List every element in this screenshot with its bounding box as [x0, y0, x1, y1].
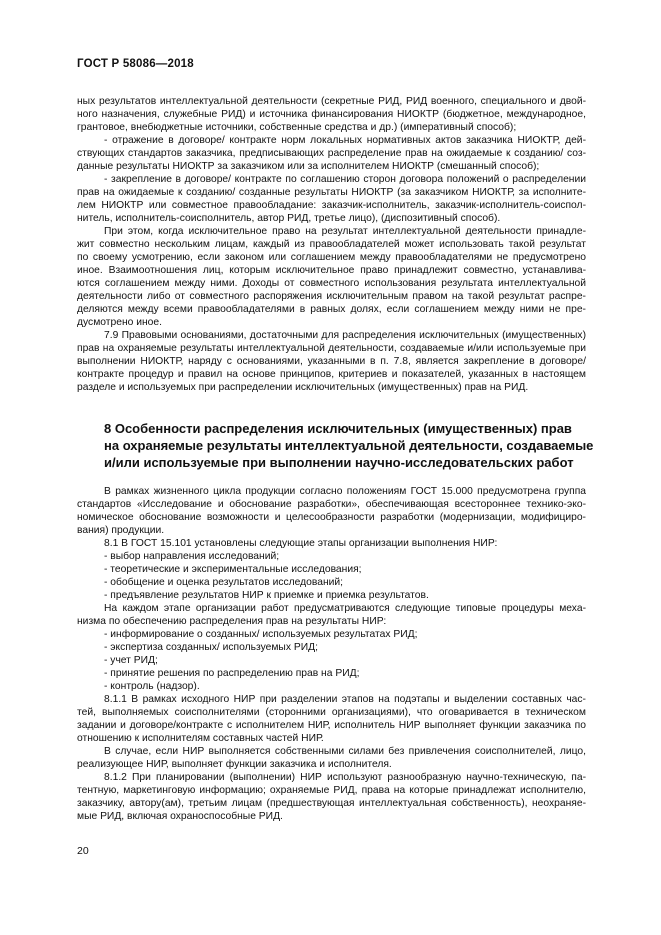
- list-item: - выбор направления исследований;: [104, 551, 280, 562]
- text-line: контракте процедур и правил на основе принципов, критериев и показателей, указанных в настоящем: [77, 369, 586, 380]
- text-line: ются соглашением между ними. Доходы от совместного использования результата интеллектуальной: [77, 278, 586, 289]
- list-item: - информирование о созданных/ используемых результатах РИД;: [104, 629, 418, 640]
- text-line: деляются между всеми правообладателями в равных долях, если соглашением между ними не пре-: [77, 304, 586, 315]
- text-line: ного назначения, служебные РИД) и источника финансирования НИОКТР (бюджетное, международное,: [77, 109, 586, 120]
- text-line: В рамках жизненного цикла продукции согласно положениям ГОСТ 15.000 предусмотрена группа: [104, 486, 586, 497]
- text-line: реализующее НИР, выполняет функции заказчика и исполнителя.: [77, 759, 392, 770]
- text-line: жит совместно нескольким лицам, каждый из правообладателей может использовать такой результат: [77, 239, 586, 250]
- list-item: - предъявление результатов НИР к приемке и приемка результатов.: [104, 590, 429, 601]
- text-line: мые РИД, включая охраноспособные РИД.: [77, 811, 283, 822]
- text-line: иное. Взаимоотношения лиц, которым исключительное право принадлежит совместно, устанавлива-: [77, 265, 586, 276]
- text-line: лем НИОКТР или совместное правообладание: заказчик-исполнитель, заказчик-исполнитель-соиспол-: [77, 200, 586, 211]
- document-code: ГОСТ Р 58086—2018: [77, 58, 194, 70]
- list-item: - учет РИД;: [104, 655, 158, 666]
- text-line: прав на охраняемые результаты интеллектуальной деятельности, создаваемые и/или используемые при: [77, 343, 586, 354]
- text-line: разделе и используемых при распределении исключительных (имущественных) прав на РИД.: [77, 382, 529, 393]
- list-item: - принятие решения по распределению прав на РИД;: [104, 668, 360, 679]
- text-line: - закрепление в договоре/ контракте по соглашению сторон договора положений о распределении: [104, 174, 586, 185]
- text-line: стандартов «Исследование и обоснование разработки», обеспечивающая всестороннее технико-эко-: [77, 499, 586, 510]
- page-number: 20: [77, 845, 89, 857]
- list-item: - обобщение и оценка результатов исследований;: [104, 577, 344, 588]
- text-line: грантовое, внебюджетные источники, собственные средства и др.) (императивный способ);: [77, 122, 517, 133]
- text-line: вания) продукции.: [77, 525, 165, 536]
- text-line: В случае, если НИР выполняется собственными силами без привлечения соисполнителей, лицо,: [104, 746, 586, 757]
- text-line: деятельности либо от совместного распоряжения исключительным правом на такой результат распре-: [77, 291, 586, 302]
- text-line: ствующих стандартов заказчика, предписывающих распределение прав на ожидаемые к созданию/ соз-: [77, 148, 586, 159]
- text-line: 7.9 Правовыми основаниями, достаточными для распределения исключительных (имущественных): [104, 330, 586, 341]
- text-line: нитель, исполнитель-соисполнитель, автор РИД, третье лицо), (диспозитивный способ).: [77, 213, 501, 224]
- text-line: по своему усмотрению, если законом или соглашением между правообладателями не предусмотрено: [77, 252, 586, 263]
- text-line: выполнении НИОКТР, наряду с основаниями, указанными в п. 7.8, является закрепление в договоре/: [77, 356, 586, 367]
- text-line: 8.1 В ГОСТ 15.101 установлены следующие этапы организации выполнения НИР:: [104, 538, 498, 549]
- text-line: низма по обеспечению распределения прав на результаты НИР:: [77, 616, 387, 627]
- text-line: задании и договоре/контракте с исполнителем НИР, исполнитель НИР выполняет функции заказчика по: [77, 720, 586, 731]
- text-line: номическое обоснование возможности и целесообразности разработки (модернизации, модифициро-: [77, 512, 586, 523]
- section-heading-line: на охраняемые результаты интеллектуальной деятельности, создаваемые: [104, 438, 594, 453]
- text-line: 8.1.1 В рамках исходного НИР при разделении этапов на подэтапы и выделении составных час-: [104, 694, 586, 705]
- text-line: данные результаты НИОКТР за заказчиком или за исполнителем НИОКТР (смешанный способ);: [77, 161, 540, 172]
- text-line: На каждом этапе организации работ предусматриваются следующие типовые процедуры меха-: [104, 603, 586, 614]
- text-line: тей, выполняемых соисполнителями (сторонними организациями), что оговаривается в техническом: [77, 707, 586, 718]
- list-item: - контроль (надзор).: [104, 681, 200, 692]
- list-item: - теоретические и экспериментальные исследования;: [104, 564, 362, 575]
- text-line: тентную, маркетинговую информацию; охраняемые РИД, права на которые принадлежат исполнителю,: [77, 785, 586, 796]
- text-line: прав на ожидаемые к созданию/ созданные результаты НИОКТР (за заказчиком НИОКТР, за исполните-: [77, 187, 586, 198]
- text-line: отношению к исполнителям составных частей НИР.: [77, 733, 324, 744]
- list-item: - экспертиза созданных/ используемых РИД;: [104, 642, 318, 653]
- section-heading-line: 8 Особенности распределения исключительных (имущественных) прав: [104, 421, 572, 436]
- text-line: При этом, когда исключительное право на результат интеллектуальной деятельности принадле-: [104, 226, 586, 237]
- text-line: заказчику, автору(ам), третьим лицам (предшествующая интеллектуальная собственность), неохраняе-: [77, 798, 586, 809]
- text-line: 8.1.2 При планировании (выполнении) НИР используют разнообразную научно-техническую, па-: [104, 772, 586, 783]
- text-line: ных результатов интеллектуальной деятельности (секретные РИД, РИД военного, специального и двой-: [77, 96, 586, 107]
- text-line: дусмотрено иное.: [77, 317, 162, 328]
- section-heading-line: и/или используемые при выполнении научно-исследовательских работ: [104, 455, 574, 470]
- text-line: - отражение в договоре/ контракте норм локальных нормативных актов заказчика НИОКТР, дей-: [104, 135, 586, 146]
